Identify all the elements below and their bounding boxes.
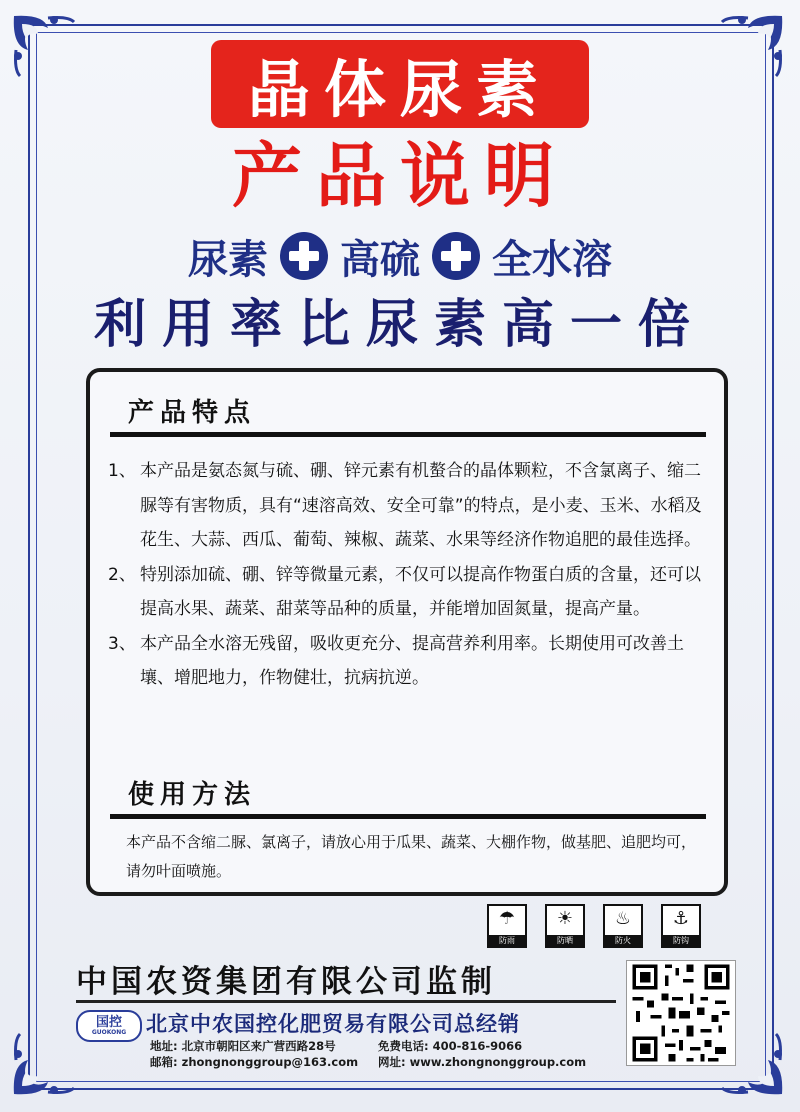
supervisor-line: 中国农资集团有限公司监制 — [76, 964, 496, 1000]
phone-label: 免费电话: — [378, 1039, 429, 1053]
address-value: 北京市朝阳区来广营西路28号 — [181, 1039, 336, 1053]
formula-part-3: 全水溶 — [492, 236, 612, 283]
formula-part-2: 高硫 — [340, 236, 420, 283]
phone-value: 400-816-9066 — [432, 1039, 523, 1053]
warning-icons — [487, 904, 712, 950]
formula-part-1: 尿素 — [188, 236, 268, 283]
distributor-line: 北京中农国控化肥贸易有限公司总经销 — [146, 1012, 520, 1036]
email-label: 邮箱: — [150, 1055, 178, 1069]
address-label: 地址: — [150, 1039, 178, 1053]
corner-ornament-icon — [716, 10, 788, 82]
item-number: 1、 — [108, 461, 136, 481]
warning-label: 防钩 — [663, 935, 699, 946]
list-item — [108, 558, 708, 627]
qr-code-icon — [626, 960, 736, 1066]
usage-heading: 使用方法 — [128, 780, 257, 810]
features-heading: 产品特点 — [128, 398, 257, 428]
list-item — [108, 454, 708, 558]
footer-divider — [76, 1000, 616, 1003]
features-list — [108, 454, 708, 696]
website-label: 网址: — [378, 1055, 406, 1069]
features-divider — [110, 432, 706, 437]
address-row — [150, 1038, 336, 1054]
usage-text: 本产品不含缩二脲、氯离子，请放心用于瓜果、蔬菜、大棚作物，做基肥、追肥均可，请勿叶面喷施。 — [126, 833, 697, 880]
item-number: 2、 — [108, 564, 136, 585]
product-name: 晶体尿素 — [247, 52, 552, 126]
formula-line — [0, 226, 800, 286]
phone-row — [378, 1038, 522, 1054]
keep-dry-icon: ☂ 防雨 — [487, 904, 527, 948]
item-number: 3、 — [108, 633, 136, 654]
email-value: zhongnonggroup@163.com — [181, 1055, 359, 1069]
no-hook-icon: ⚓ 防钩 — [661, 904, 701, 948]
company-logo — [76, 1010, 142, 1042]
website-row — [378, 1054, 586, 1070]
corner-ornament-icon — [8, 10, 80, 82]
list-item — [108, 627, 708, 696]
warning-label: 防火 — [605, 935, 641, 946]
plus-icon — [280, 232, 328, 280]
item-text: 本产品全水溶无残留，吸收更充分、提高营养利用率。长期使用可改善土壤、增肥地力，作物健壮，抗病抗逆。 — [140, 633, 684, 688]
plus-icon — [432, 232, 480, 280]
item-text: 特别添加硫、硼、锌等微量元素，不仅可以提高作物蛋白质的含量，还可以提高水果、蔬菜、甜菜等品种的质量，并能增加固氮量，提高产量。 — [140, 564, 701, 619]
logo-text-en: GUOKONG — [91, 1028, 127, 1036]
logo-text: 国控 — [95, 1014, 122, 1030]
corner-ornament-icon — [8, 1028, 80, 1100]
fire-icon: ♨ 防火 — [603, 904, 643, 948]
product-name-banner — [211, 40, 589, 128]
warning-label: 防晒 — [547, 935, 583, 946]
keep-from-sun-icon: ☀ 防晒 — [545, 904, 585, 948]
slogan: 利用率比尿素高一倍 — [93, 294, 706, 355]
warning-label: 防雨 — [489, 935, 525, 946]
website-value: www.zhongnonggroup.com — [409, 1055, 587, 1069]
item-text: 本产品是氨态氮与硫、硼、锌元素有机螯合的晶体颗粒，不含氯离子、缩二脲等有害物质，具有“速溶高效、安全可靠”的特点，是小麦、玉米、水稻及花生、大蒜、西瓜、葡萄、辣椒、蔬菜、水果等经济作物追肥的最佳选择。 — [140, 461, 702, 550]
email-row — [150, 1054, 358, 1070]
usage-divider — [110, 814, 706, 819]
doc-title: 产品说明 — [232, 134, 568, 217]
